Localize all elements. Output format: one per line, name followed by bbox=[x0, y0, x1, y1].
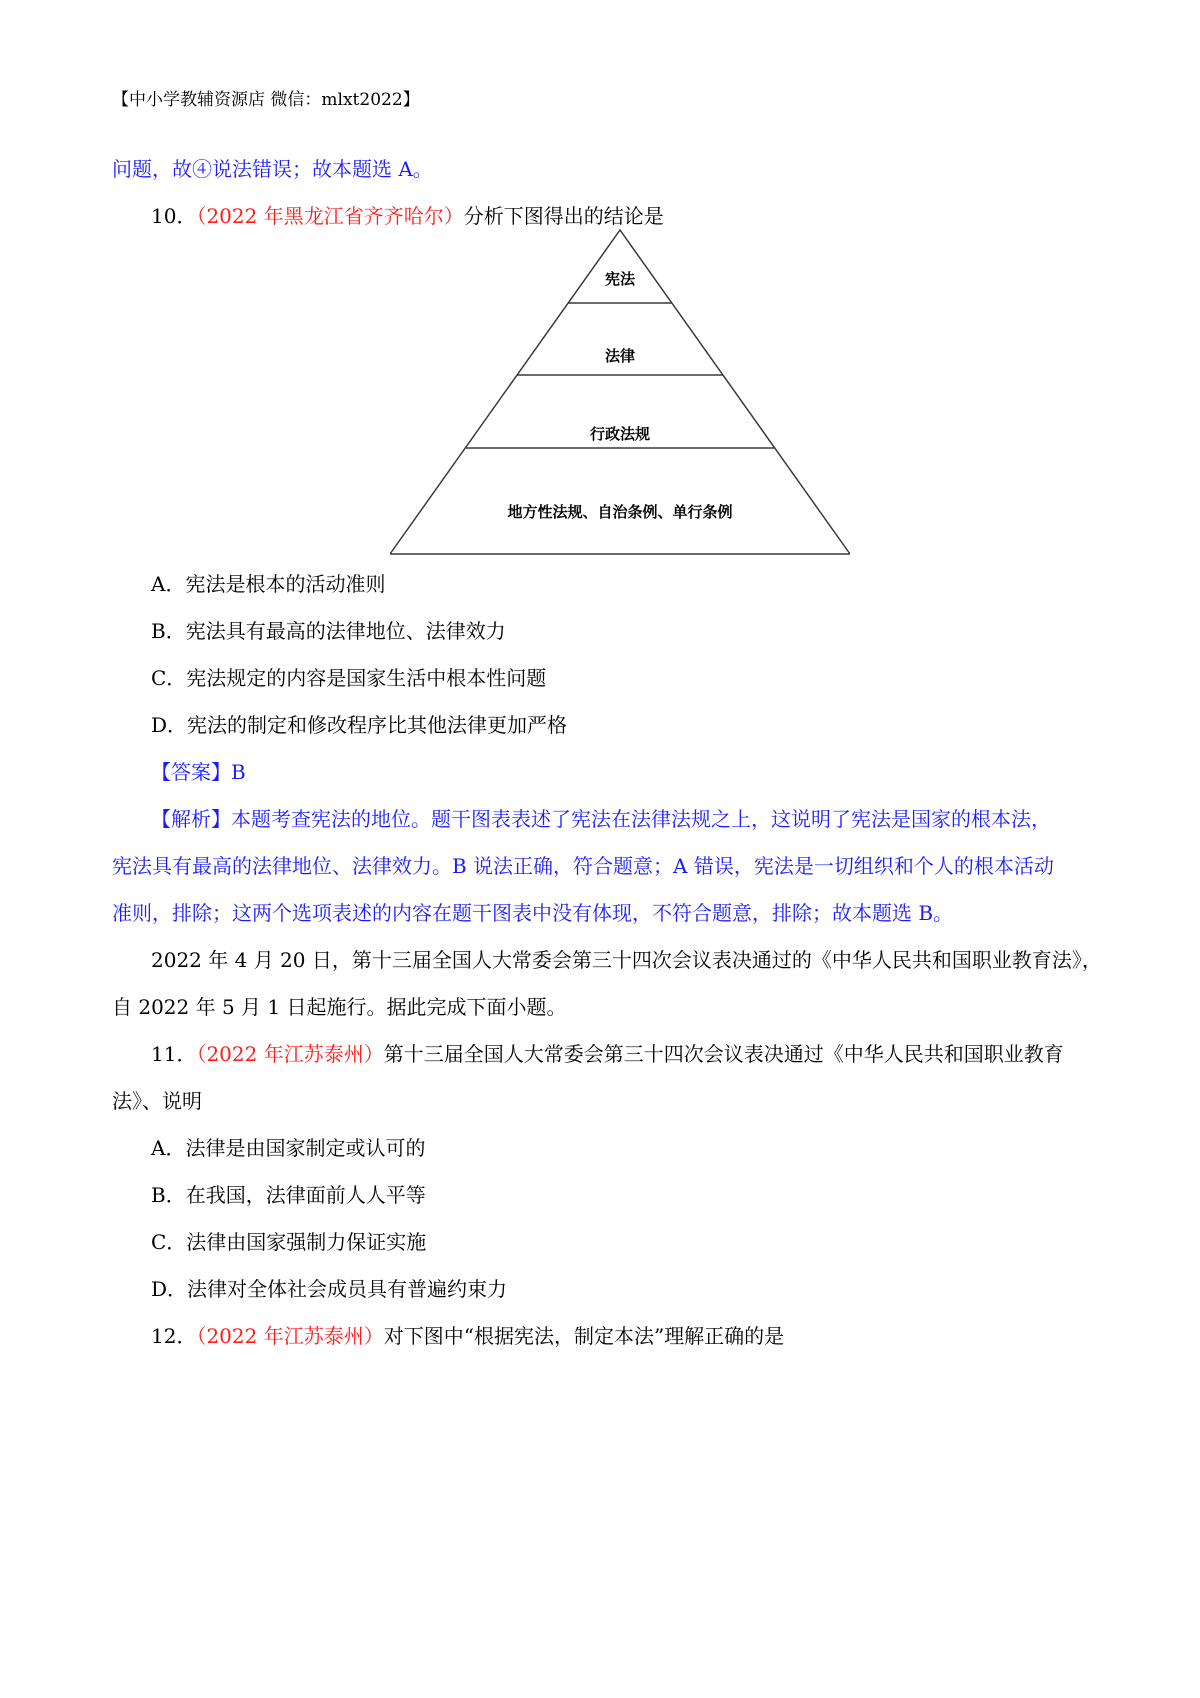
question-11-stem bbox=[151, 1042, 1064, 1066]
question-10-option-c: C．宪法规定的内容是国家生活中根本性问题 bbox=[151, 666, 547, 690]
material-line-2: 自 2022 年 5 月 1 日起施行。据此完成下面小题。 bbox=[112, 995, 567, 1019]
material-line-1: 2022 年 4 月 20 日，第十三届全国人大常委会第三十四次会议表决通过的《中华人民共和国职业教育法》， bbox=[151, 948, 1102, 972]
question-11-number: 11． bbox=[151, 1042, 197, 1066]
question-11-option-a: A．法律是由国家制定或认可的 bbox=[151, 1136, 426, 1160]
question-11-option-b: B．在我国，法律面前人人平等 bbox=[151, 1183, 426, 1207]
question-10-answer: 【答案】B bbox=[151, 760, 246, 784]
question-10-option-d: D．宪法的制定和修改程序比其他法律更加严格 bbox=[151, 713, 568, 737]
law-hierarchy-pyramid bbox=[390, 228, 850, 558]
page-header: 【中小学教辅资源店 微信：mlxt2022】 bbox=[112, 90, 420, 110]
question-12-text: 对下图中“根据宪法，制定本法”理解正确的是 bbox=[383, 1324, 785, 1348]
question-10-analysis-line-2: 宪法具有最高的法律地位、法律效力。B 说法正确，符合题意；A 错误，宪法是一切组织和个人的根本活动 bbox=[112, 854, 1054, 878]
question-11-source: （2022 年江苏泰州） bbox=[196, 1042, 384, 1066]
question-12-source: （2022 年江苏泰州） bbox=[196, 1324, 384, 1348]
question-10-analysis-line-1: 【解析】本题考查宪法的地位。题干图表表述了宪法在法律法规之上，这说明了宪法是国家的根本法， bbox=[151, 807, 1051, 831]
question-10-option-a: A．宪法是根本的活动准则 bbox=[151, 572, 386, 596]
question-10-source: （2022 年黑龙江省齐齐哈尔） bbox=[196, 204, 464, 228]
pyramid-level-laws: 法律 bbox=[604, 347, 636, 365]
pyramid-level-constitution: 宪法 bbox=[604, 270, 636, 288]
question-11-stem-continued: 法》、说明 bbox=[112, 1089, 202, 1113]
question-11-text: 第十三届全国人大常委会第三十四次会议表决通过《中华人民共和国职业教育 bbox=[383, 1042, 1064, 1066]
question-10-option-b: B．宪法具有最高的法律地位、法律效力 bbox=[151, 619, 506, 643]
pyramid-level-local-regulations: 地方性法规、自治条例、单行条例 bbox=[507, 503, 733, 521]
pyramid-level-administrative-regulations: 行政法规 bbox=[589, 425, 651, 443]
question-10-analysis-line-3: 准则，排除；这两个选项表述的内容在题干图表中没有体现，不符合题意，排除；故本题选 B。 bbox=[112, 901, 954, 925]
question-12-stem bbox=[151, 1324, 784, 1348]
question-10-number: 10． bbox=[151, 204, 197, 228]
question-10-stem bbox=[151, 204, 664, 228]
question-12-number: 12． bbox=[151, 1324, 197, 1348]
previous-analysis-end: 问题，故④说法错误；故本题选 A。 bbox=[112, 157, 433, 181]
question-11-option-d: D．法律对全体社会成员具有普遍约束力 bbox=[151, 1277, 508, 1301]
question-10-text: 分析下图得出的结论是 bbox=[463, 204, 664, 228]
question-11-option-c: C．法律由国家强制力保证实施 bbox=[151, 1230, 427, 1254]
